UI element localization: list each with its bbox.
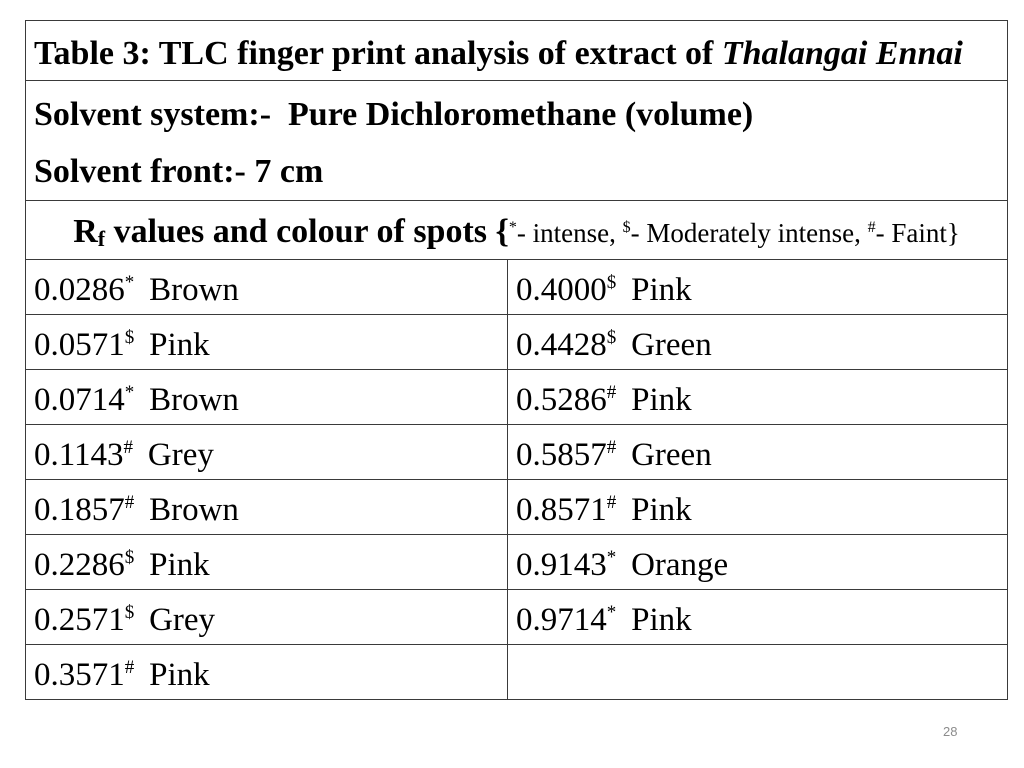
legend-label: values and colour of spots { (105, 213, 509, 250)
rf-cell (508, 590, 1008, 645)
spot-colour: Brown (149, 491, 239, 528)
rf-value: 0.2286 (34, 546, 125, 583)
table-row (26, 425, 1008, 480)
rf-cell (26, 645, 508, 700)
faint-text: - Faint} (875, 218, 960, 248)
intensity-mark: * (606, 601, 617, 623)
intensity-mark: $ (124, 326, 135, 348)
rf-cell (508, 535, 1008, 590)
intensity-mark: $ (124, 546, 135, 568)
rf-cell (26, 590, 508, 645)
spot-colour: Pink (149, 546, 210, 583)
table-row (26, 590, 1008, 645)
spot-colour: Pink (631, 601, 692, 638)
tlc-table (25, 20, 1008, 700)
table-row (26, 480, 1008, 535)
intensity-mark: * (606, 546, 617, 568)
moderate-text: - Moderately intense, (630, 218, 868, 248)
table-row (26, 315, 1008, 370)
intensity-mark: $ (124, 601, 135, 623)
intense-text: - intense, (516, 218, 623, 248)
solvent-system: Solvent system:- Pure Dichloromethane (volume) (34, 96, 754, 133)
rf-cell (26, 425, 508, 480)
rf-value: 0.1143 (34, 436, 124, 473)
spot-colour: Orange (631, 546, 729, 583)
intensity-key (509, 218, 960, 248)
table-title-extract-name: Thalangai Ennai (721, 34, 963, 72)
table-row (26, 535, 1008, 590)
spot-colour: Brown (149, 381, 239, 418)
solvent-front: Solvent front:- 7 cm (34, 153, 324, 190)
solvent-row (26, 81, 1008, 201)
rf-subscript: f (97, 226, 106, 252)
table-title-text: Table 3: TLC finger print analysis of extract of (34, 34, 722, 72)
rf-value: 0.0286 (34, 271, 125, 308)
rf-value: 0.3571 (34, 656, 125, 693)
rf-legend-header (26, 201, 1008, 260)
intensity-mark: # (606, 436, 617, 458)
intensity-mark: # (606, 491, 617, 513)
rf-symbol: R (73, 213, 98, 250)
spot-colour: Green (631, 436, 712, 473)
spot-colour: Pink (149, 656, 210, 693)
rf-value: 0.5286 (516, 381, 607, 418)
rf-cell (508, 315, 1008, 370)
intensity-mark: $ (606, 271, 617, 293)
spot-colour: Brown (149, 271, 239, 308)
page-number: 28 (943, 724, 958, 739)
rf-value: 0.9143 (516, 546, 607, 583)
spot-colour: Pink (149, 326, 210, 363)
rf-value: 0.0571 (34, 326, 125, 363)
table-title-row (26, 21, 1008, 81)
rf-value: 0.9714 (516, 601, 607, 638)
spot-colour: Grey (149, 601, 216, 638)
intensity-mark: # (606, 381, 617, 403)
solvent-info (26, 81, 1008, 201)
table-row (26, 645, 1008, 700)
table-title (26, 21, 1008, 81)
rf-value: 0.5857 (516, 436, 607, 473)
rf-cell (26, 260, 508, 315)
rf-value: 0.8571 (516, 491, 607, 528)
intense-mark: * (508, 219, 517, 236)
rf-cell (26, 480, 508, 535)
rf-cell (26, 535, 508, 590)
rf-value: 0.4428 (516, 326, 607, 363)
intensity-mark: * (124, 271, 135, 293)
rf-cell (26, 315, 508, 370)
rf-cell (508, 425, 1008, 480)
faint-mark: # (867, 219, 876, 236)
rf-cell (508, 370, 1008, 425)
empty-cell (508, 645, 1008, 700)
table-body (26, 21, 1008, 700)
rf-value: 0.1857 (34, 491, 125, 528)
rf-legend-row (26, 201, 1008, 260)
spot-colour: Green (631, 326, 712, 363)
intensity-mark: * (124, 381, 135, 403)
rf-value: 0.0714 (34, 381, 125, 418)
rf-cell (508, 480, 1008, 535)
moderate-mark: $ (622, 219, 631, 236)
rf-cell (26, 370, 508, 425)
rf-value: 0.4000 (516, 271, 607, 308)
spot-colour: Pink (631, 491, 692, 528)
spot-colour: Grey (147, 436, 214, 473)
spot-colour: Pink (631, 271, 692, 308)
rf-cell (508, 260, 1008, 315)
intensity-mark: # (124, 491, 135, 513)
intensity-mark: $ (606, 326, 617, 348)
rf-value: 0.2571 (34, 601, 125, 638)
spot-colour: Pink (631, 381, 692, 418)
table-row (26, 260, 1008, 315)
table-row (26, 370, 1008, 425)
intensity-mark: # (124, 656, 135, 678)
intensity-mark: # (123, 436, 134, 458)
